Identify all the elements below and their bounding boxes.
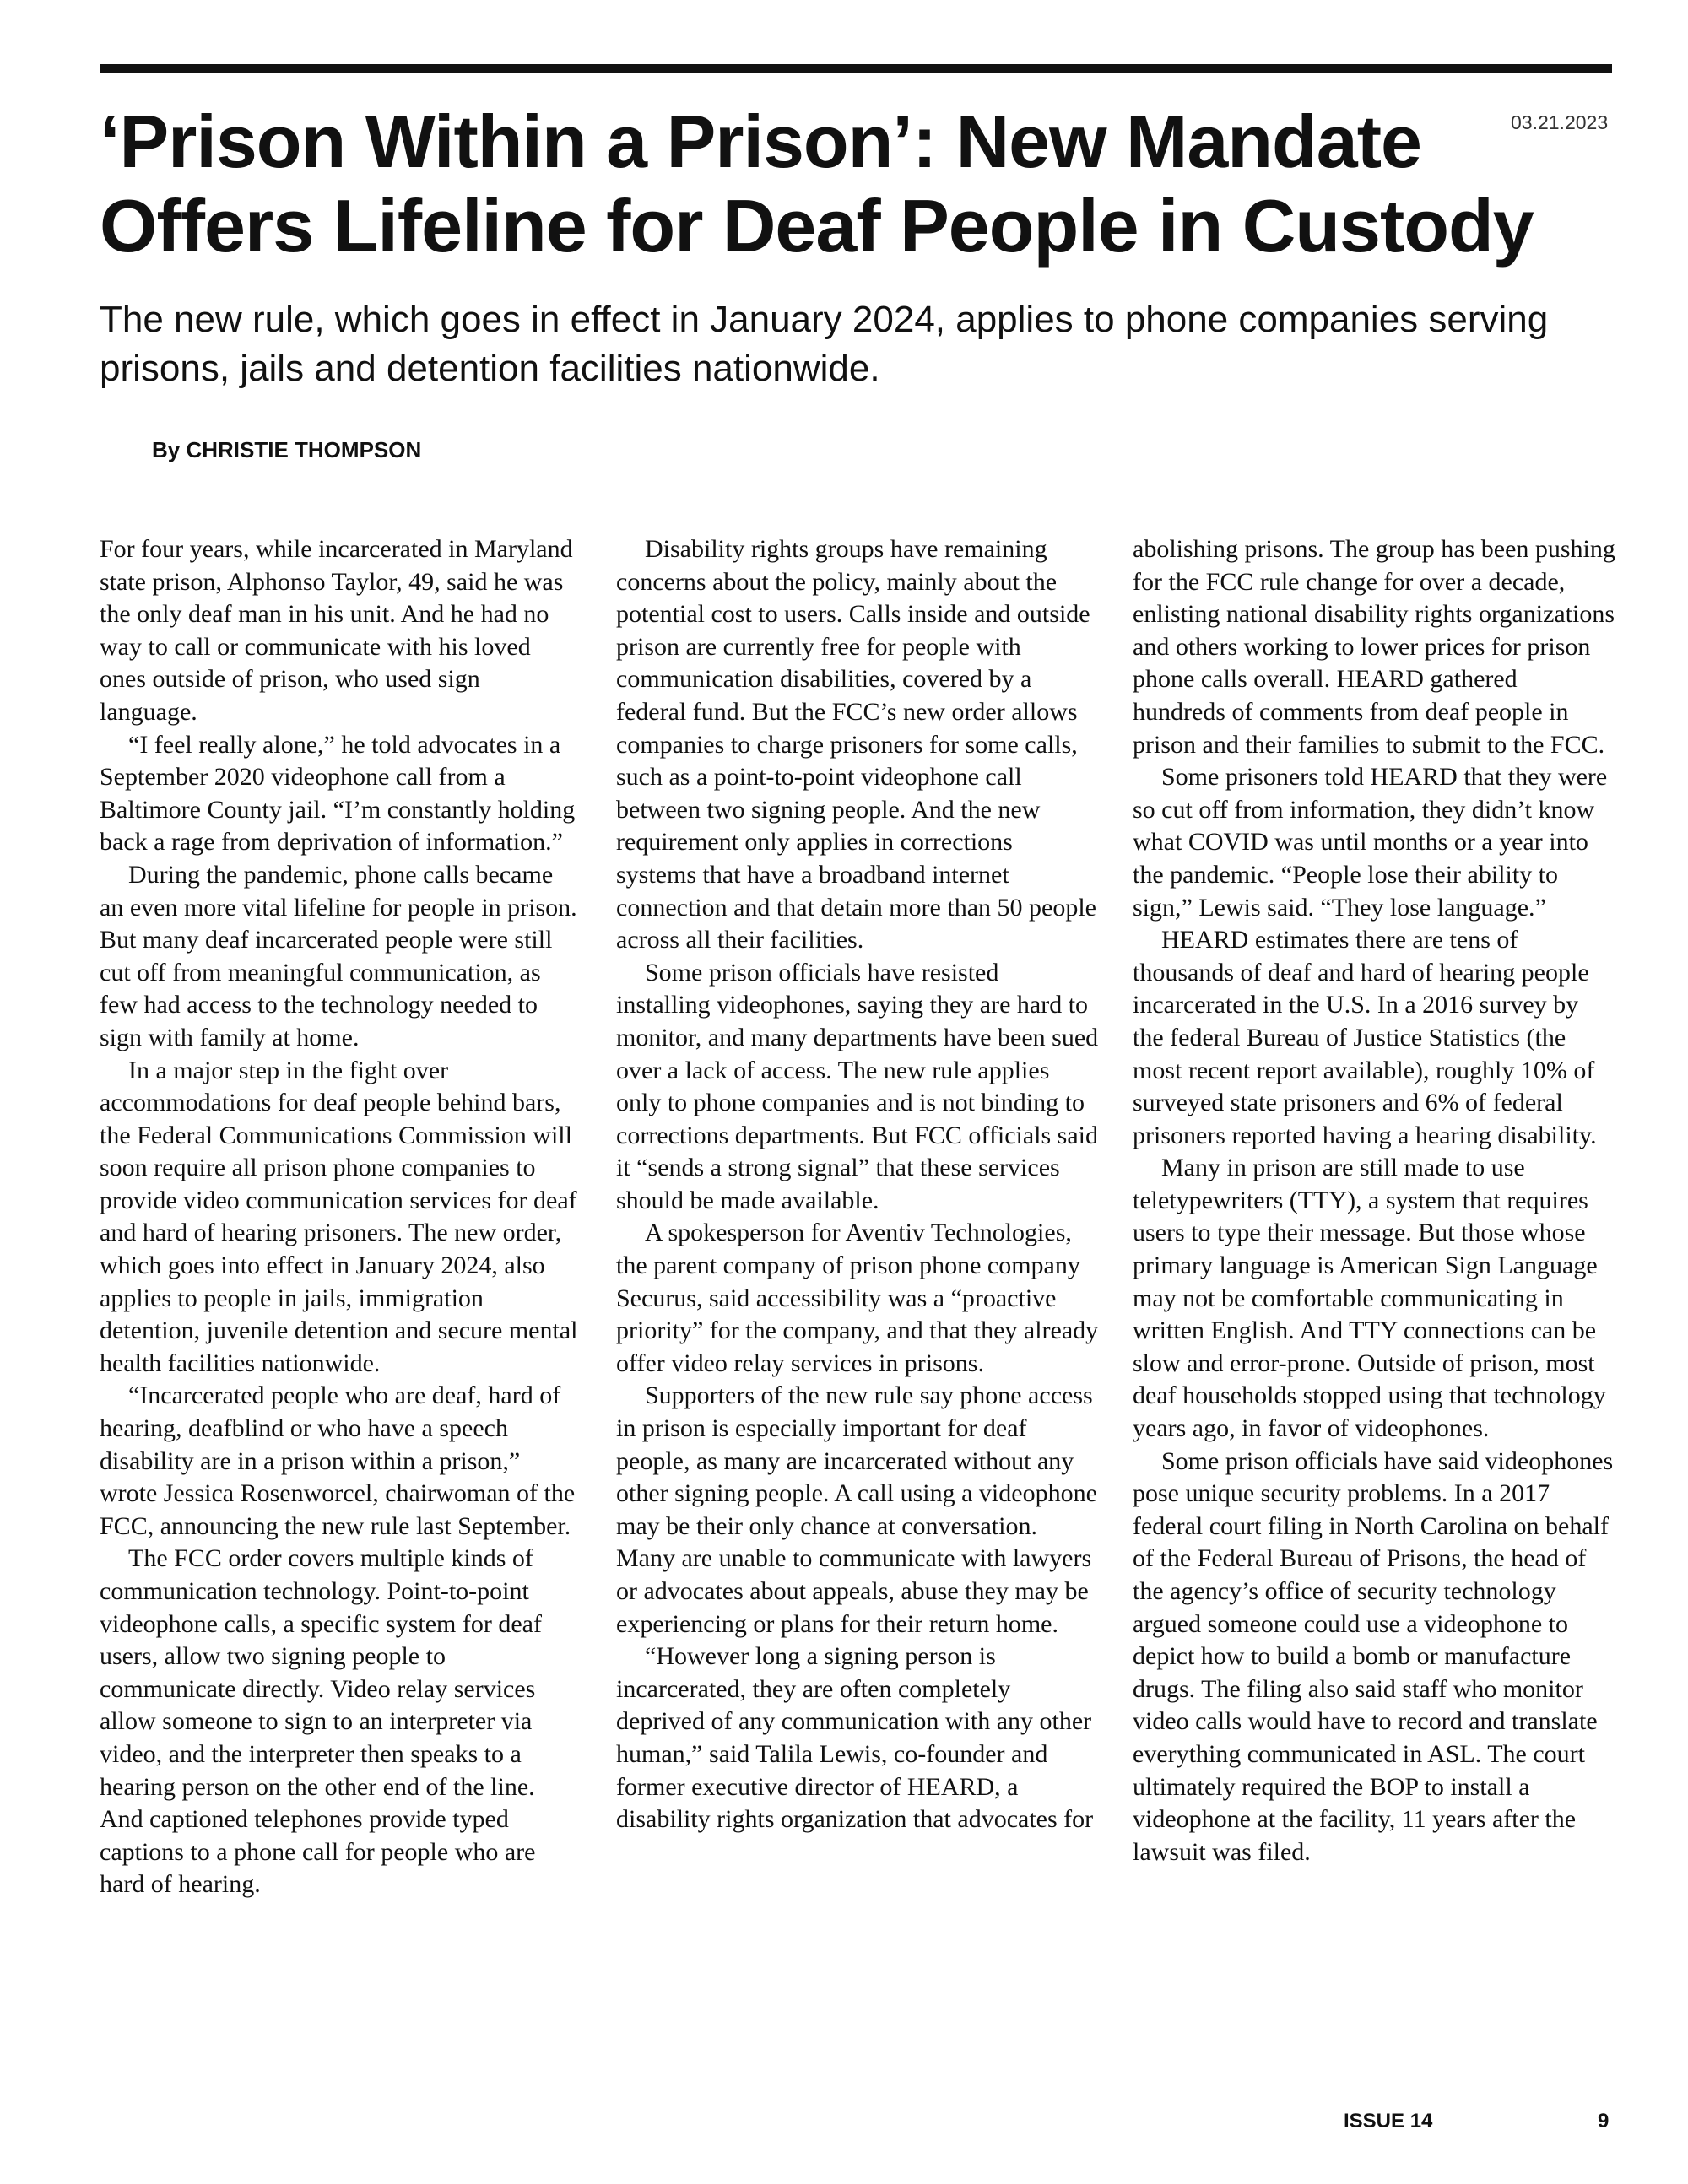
paragraph: Some prisoners told HEARD that they were so cut off from information, they didn’t know what COVID was until months or a year into the pandemic. “People lose their ability to sign,” Lewis said. “They lose language.” [1133,763,1608,922]
paragraph: “However long a signing person is incarcerated, they are often completely deprived of any communication with any other human,” said Talila Lewis, co-founder and former executive director of HEARD, a disability rights organization that advocates for [616,1642,1094,1834]
body-column-1 [100,533,582,1901]
paragraph: Many in prison are still made to use teletypewriters (TTY), a system that requires users to type their message. But those whose primary language is American Sign Language may not be comfortable communicating in written English. And TTY connections can be slow and error-prone. Outside of prison, most deaf households stopped using that technology years ago, in favor of videophones. [1133,1154,1606,1443]
dek-subheadline: The new rule, which goes in effect in January 2024, applies to phone companies serving prisons, jails and detention facilities nationwide. [100,299,1549,389]
publication-date: 03.21.2023 [1511,111,1609,133]
top-rule [100,64,1612,73]
paragraph: The FCC order covers multiple kinds of communication technology. Point-to-point videophone calls, a specific system for deaf users, allow two signing people to communicate directly. Video relay services allow someone to sign to an interpreter via video, and the interpreter then speaks to a hearing person on the other end of the line. And captioned telephones provide typed captions to a phone call for people who are hard of hearing. [100,1544,542,1899]
paragraph: “Incarcerated people who are deaf, hard of hearing, deafblind or who have a speech disability are in a prison within a prison,” wrote Jessica Rosenworcel, chairwoman of the FCC, announcing the new rule last September. [100,1381,576,1540]
issue-number: ISSUE 14 [1344,2110,1433,2133]
paragraph: HEARD estimates there are tens of thousands of deaf and hard of hearing people incarcerated in the U.S. In a 2016 survey by the federal Bureau of Justice Statistics (the most recent report available), roughly 10% of surveyed state prisoners and 6% of federal prisoners reported having a hearing disability. [1133,926,1597,1149]
paragraph: “I feel really alone,” he told advocates in a September 2020 videophone call from a Baltimore County jail. “I’m constantly holding back a rage from deprivation of information.” [100,730,576,857]
paragraph: Supporters of the new rule say phone access in prison is especially important for deaf people, as many are incarcerated without any other signing people. A call using a videophone may be their only chance at conversation. Many are unable to communicate with lawyers or advocates about appeals, abuse they may be experiencing or plans for their return home. [616,1381,1097,1638]
paragraph: During the pandemic, phone calls became an even more vital lifeline for people in prison. But many deaf incarcerated people were still cut off from meaningful communication, as few had access to the technology needed to sign with family at home. [100,860,577,1051]
paragraph: A spokesperson for Aventiv Technologies, the parent company of prison phone company Securus, said accessibility was a “proactive priority” for the company, and that they already offer video relay services in prisons. [616,1219,1099,1377]
paragraph: Some prison officials have said videophones pose unique security problems. In a 2017 federal court filing in North Carolina on behalf of the Federal Bureau of Prisons, the head of the agency’s office of security technology argued someone could use a videophone to depict how to build a bomb or manufacture drugs. The filing also said staff who monitor video calls would have to record and translate everything communicated in ASL. The court ultimately required the BOP to install a videophone at the facility, 11 years after the lawsuit was filed. [1133,1446,1614,1866]
paragraph: For four years, while incarcerated in Maryland state prison, Alphonso Taylor, 49, said he was the only deaf man in his unit. And he had no way to call or communicate with his loved ones outside of prison, who used sign language. [100,535,573,726]
body-column-2 [616,533,1099,1836]
paragraph-continued: abolishing prisons. The group has been pushing for the FCC rule change for over a decade, enlisting national disability rights organizations and others working to lower prices for prison phone calls overall. HEARD gathered hundreds of comments from deaf people in prison and their families to submit to the FCC. [1133,535,1615,759]
headline: ‘Prison Within a Prison’: New Mandate Offers Lifeline for Deaf People in Custody [100,100,1534,268]
paragraph: Some prison officials have resisted installing videophones, saying they are hard to monitor, and many departments have been sued over a lack of access. The new rule applies only to phone companies and is not binding to corrections departments. But FCC officials said it “sends a strong signal” that these services should be made available. [616,958,1099,1214]
body-column-3 [1133,533,1615,1868]
paragraph: Disability rights groups have remaining concerns about the policy, mainly about the potential cost to users. Calls inside and outside prison are currently free for people with communication disabilities, covered by a federal fund. But the FCC’s new order allows companies to charge prisoners for some calls, such as a point-to-point videophone call between two signing people. And the new requirement only applies in corrections systems that have a broadband internet connection and that detain more than 50 people across all their facilities. [616,535,1096,954]
paragraph: In a major step in the fight over accommodations for deaf people behind bars, the Federal Communications Commission will soon require all prison phone companies to provide video communication services for deaf and hard of hearing prisoners. The new order, which goes into effect in January 2024, also applies to people in jails, immigration detention, juvenile detention and secure mental health facilities nationwide. [100,1056,578,1377]
byline: By CHRISTIE THOMPSON [152,437,422,462]
page-number: 9 [1598,2110,1610,2133]
